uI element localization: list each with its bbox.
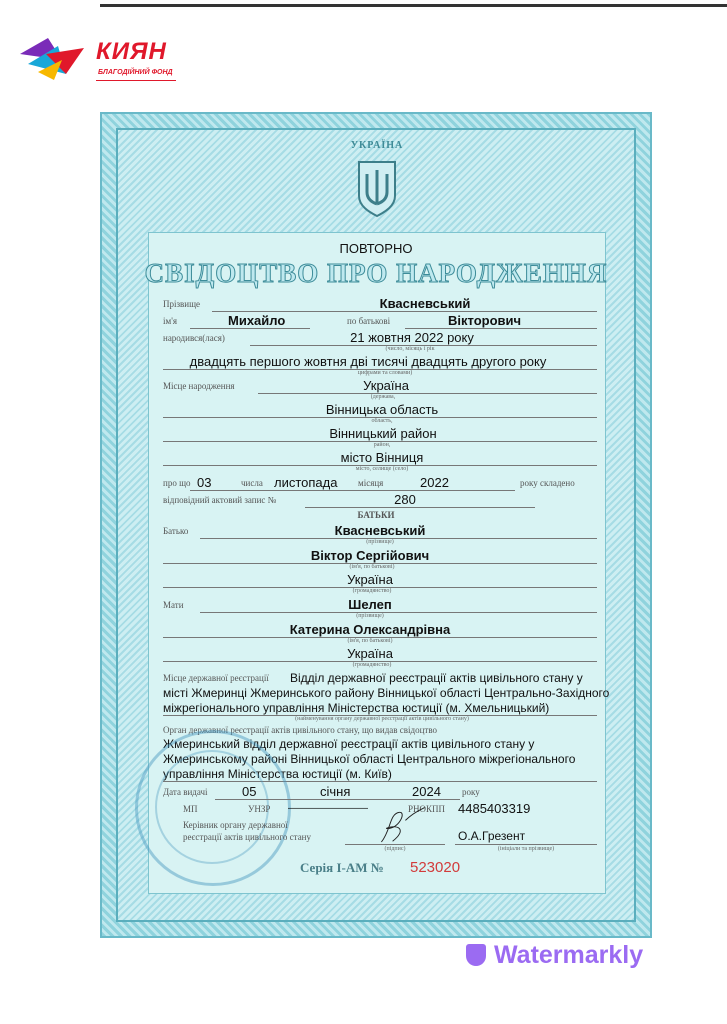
parents-heading: БАТЬКИ	[357, 510, 395, 520]
repeat-mark: ПОВТОРНО	[339, 241, 413, 256]
day-label: числа	[241, 478, 263, 488]
head-label: Керівник органу державної	[183, 820, 288, 830]
underline	[305, 507, 535, 508]
issue-date-label: Дата видачі	[163, 787, 208, 797]
document-title: СВІДОЦТВО ПРО НАРОДЖЕННЯ	[144, 258, 608, 288]
issue-month: січня	[320, 784, 351, 799]
underline	[200, 612, 597, 613]
record-year: 2022	[420, 475, 449, 490]
shield-icon	[466, 944, 486, 966]
caption: (громадянство)	[352, 588, 392, 594]
caption: (найменування органу державної реєстрації актів цивільного стану)	[295, 716, 469, 722]
issuer-label: Орган державної реєстрації актів цивільного стану, що видав свідоцтво	[163, 725, 438, 735]
year-label: року	[462, 787, 480, 797]
logo-name: КИЯН	[96, 38, 167, 65]
reg-line: місті Жмеринці Жмеринського району Вінницької області Центрально-Західного	[163, 686, 610, 700]
child-name: Михайло	[228, 313, 286, 328]
country-header: УКРАЇНА	[350, 140, 404, 151]
caption: (підпис)	[384, 846, 406, 852]
patronymic-label: по батькові	[347, 316, 391, 326]
underline	[200, 538, 597, 539]
issue-day: 05	[242, 784, 257, 799]
caption: (прізвище)	[366, 539, 394, 545]
caption: (держава,	[370, 394, 396, 400]
reg-line: Відділ державної реєстрації актів цивільного стану у	[290, 671, 583, 685]
serial-number: 523020	[410, 859, 461, 876]
logo-rule	[96, 80, 176, 81]
father-surname: Квасневський	[334, 523, 426, 538]
issue-year: 2024	[412, 784, 441, 799]
mp-label: МП	[183, 804, 198, 814]
caption: (ім'я, по батькові)	[347, 638, 393, 644]
mother-name: Катерина Олександрівна	[289, 622, 451, 637]
caption: (ім'я, по батькові)	[349, 564, 395, 570]
underline	[215, 799, 460, 800]
mother-label: Мати	[163, 600, 184, 610]
born-label: народився(лася)	[163, 333, 225, 343]
underline	[345, 844, 445, 845]
official-name: О.А.Грезент	[458, 829, 526, 843]
child-dob-words: двадцять першого жовтня дві тисячі двадцять другого року	[189, 354, 547, 369]
month-label: місяця	[358, 478, 384, 488]
mother-citizenship: Україна	[347, 646, 393, 661]
caption: (громадянство)	[352, 662, 392, 668]
child-patronymic: Вікторович	[448, 313, 522, 328]
year-made-label: року складено	[520, 478, 575, 488]
issuer-line: Жмеринському районі Вінницької області Центрального міжрегіонального	[163, 752, 576, 766]
child-surname: Квасневський	[379, 296, 471, 311]
unzr-value: ————————	[288, 803, 368, 814]
issuer-line: управління Міністерства юстиції (м. Київ)	[163, 767, 392, 781]
watermark	[466, 940, 643, 970]
reg-line: міжрегіонального управління Міністерства юстиції (м. Хмельницький)	[163, 701, 550, 715]
name-label: ім'я	[163, 316, 177, 326]
rnokpp-label: РНОКПП	[408, 804, 446, 814]
caption: район,	[373, 442, 391, 448]
caption: область,	[371, 418, 393, 424]
child-dob: 21 жовтня 2022 року	[350, 330, 474, 345]
record-day: 03	[197, 475, 212, 490]
caption: (ініціали та прізвище)	[497, 846, 555, 852]
logo-mark-icon	[18, 34, 88, 80]
record-number: 280	[394, 492, 416, 507]
father-name: Віктор Сергійович	[310, 548, 430, 563]
underline	[405, 328, 597, 329]
mother-surname: Шелеп	[348, 597, 392, 612]
scan-edge	[100, 4, 727, 7]
caption: (прізвище)	[356, 613, 384, 619]
father-label: Батько	[163, 526, 189, 536]
reg-place-label: Місце державної реєстрації	[163, 673, 269, 683]
underline	[190, 490, 515, 491]
underline	[212, 311, 597, 312]
record-label: відповідний актовий запис №	[163, 495, 277, 505]
birth-region: Вінницька область	[325, 402, 439, 417]
foundation-logo	[18, 32, 178, 92]
caption: цифрами та словами)	[357, 370, 413, 376]
record-month: листопада	[274, 475, 338, 490]
underline	[455, 844, 597, 845]
issuer-line: Жмеринський відділ державної реєстрації актів цивільного стану у	[163, 737, 535, 751]
unzr-label: УНЗР	[248, 804, 271, 814]
underline	[190, 328, 310, 329]
underline	[258, 393, 597, 394]
logo-subtitle: БЛАГОДІЙНИЙ ФОНД	[98, 69, 173, 76]
trident-emblem-icon	[355, 158, 399, 218]
series-label: Серія І-АМ №	[300, 860, 384, 875]
father-citizenship: Україна	[347, 572, 393, 587]
caption: (число, місяць і рік	[385, 346, 435, 352]
birth-country: Україна	[363, 378, 409, 393]
head-label: реєстрації актів цивільного стану	[183, 832, 311, 842]
birth-district: Вінницький район	[329, 426, 437, 441]
about-label: про що	[163, 478, 191, 488]
birthplace-label: Місце народження	[163, 381, 235, 391]
watermark-text: Watermarkly	[494, 941, 644, 969]
surname-label: Прізвище	[163, 299, 201, 309]
birth-city: місто Вінниця	[340, 450, 424, 465]
caption: місто, селище (село)	[355, 466, 409, 472]
signature	[368, 806, 438, 846]
rnokpp-value: 4485403319	[458, 801, 531, 816]
